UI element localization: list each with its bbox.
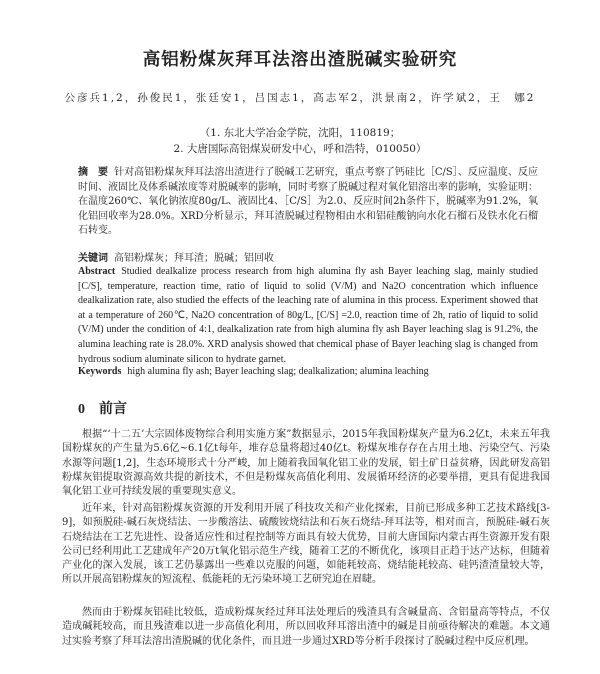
abstract-en-text: Studied dealkalize process research from high alumina fly ash Bayer leaching slag, mainly studied [C/S], temperature, reaction time, ratio of liquid to solid (V/M) and Na2O concentration which influence dealkalization rate, also studied the effects of the leaching rate of alumina in this process. Experiment showed that at a temperature of 260℃, Na2O concentration of 80g/L, [C/S] =2.0, reaction time of 2h, ratio of liquid to solid (V/M) under the condition of 4:1, dealkalization rate from high alumina fly ash Bayer leaching slag is 91.2%, the alumina leaching rate is 28.0%. XRD analysis showed that chemical phase of Bayer leaching slag is changed from hydrous sodium aluminate silicon to hydrate garnet. <box>78 266 538 365</box>
keywords-cn <box>78 249 538 264</box>
abstract-en-label: Abstract <box>78 266 116 277</box>
paper-title: 高铝粉煤灰拜耳法溶出渣脱碱实验研究 <box>142 50 458 70</box>
abstract-cn-text: 针对高铝粉煤灰拜耳法溶出渣进行了脱碱工艺研究，重点考察了钙硅比［C/S］、反应温度、反应时间、液固比及体系碱浓度等对脱碱率的影响，同时考察了脱碱过程对氧化铝溶出率的影响，实验证明：在温度260℃、氧化钠浓度80g/L、液固比4、［C/S］为2.0、反应时间2h条件下，脱碱率为91.2%，氧化铝回收率为28.0%。XRD分析显示，拜耳渣脱碱过程物相由水和铝硅酸钠向水化石榴石及铁水化石榴石转变。 <box>78 167 538 237</box>
keywords-cn-text: 高铝粉煤灰；拜耳渣；脱碱；铝回收 <box>114 253 274 264</box>
affiliation-line-2: 2. 大唐国际高铝煤炭研发中心，呼和浩特，010050） <box>173 143 427 155</box>
section-number: 0 <box>78 402 85 417</box>
abstract-cn <box>78 166 538 239</box>
abstract-en <box>78 265 538 367</box>
body-paragraph-2: 近年来，针对高铝粉煤灰资源的开发利用开展了科技攻关和产业化探索，目前已形成多种工艺技术路线[3-9]，如预脱硅-碱石灰烧结法、一步酸溶法、硫酸铵烧结法和石灰石烧结-拜耳法等，相对而言，预脱硅-碱石灰石烧结法在工艺先进性、设备适应性和过程控制等方面具有较大优势，目前大唐国际内蒙古再生资源开发有限公司已经利用此工艺建成年产20万t氧化铝示范生产线，随着工艺的不断优化，该项目正趋于达产达标，但随着产业化的深入发展，该工艺仍暴露出一些难以克服的问题，如能耗较高、烧结能耗较高、硅钙渣渣量较大等，所以开展高铝粉煤灰的短流程、低能耗的无污染环境工艺研究迫在眉睫。 <box>62 503 550 586</box>
author-list: 公彦兵1,2，孙俊民1，张廷安1，吕国志1，高志军2，洪景南2，许学斌2，王 娜2 <box>64 92 536 104</box>
keywords-en-text: high alumina fly ash; Bayer leaching slag; dealkalization; alumina leaching <box>127 366 429 377</box>
keywords-cn-label: 关键词 <box>78 253 108 264</box>
abstract-cn-label: 摘 要 <box>78 167 109 178</box>
body-paragraph-3: 然而由于粉煤灰铝硅比较低，造成粉煤灰经过拜耳法处理后的残渣具有含碱量高、含铝量高等特点，不仅造成碱耗较高，而且残渣难以进一步高值化利用，所以回收拜耳溶出渣中的碱是目前亟待解决的难题。本文通过实验考察了拜耳法溶出渣脱碱的优化条件，而且进一步通过XRD等分析手段探讨了脱碱过程中反应机理。 <box>62 607 550 647</box>
section-heading <box>78 398 127 418</box>
keywords-en <box>78 366 538 377</box>
keywords-en-label: Keywords <box>78 366 122 377</box>
affiliation-line-1: （1. 东北大学冶金学院，沈阳，110819； <box>199 127 401 139</box>
body-paragraph-1: 根据“‘十二五’大宗固体废物综合利用实施方案”数据显示，2015年我国粉煤灰产量为6.2亿t，未来五年我国粉煤灰的产生量为5.6亿~6.1亿t每年，堆存总量将超过40亿t。粉煤灰堆存存在占用土地、污染空气、污染水源等问题[1,2]，生态环境形式十分严峻，加上随着我国氧化铝工业的发展，铝土矿日益贫瘠，因此研发高铝粉煤灰铝提取资源高效共提的新技术，不但是粉煤灰高值化利用、发展循环经济的必要举措，更具有促进我国氧化铝工业可持续发展的重要现实意义。 <box>62 429 550 498</box>
section-title: 前言 <box>99 401 127 417</box>
